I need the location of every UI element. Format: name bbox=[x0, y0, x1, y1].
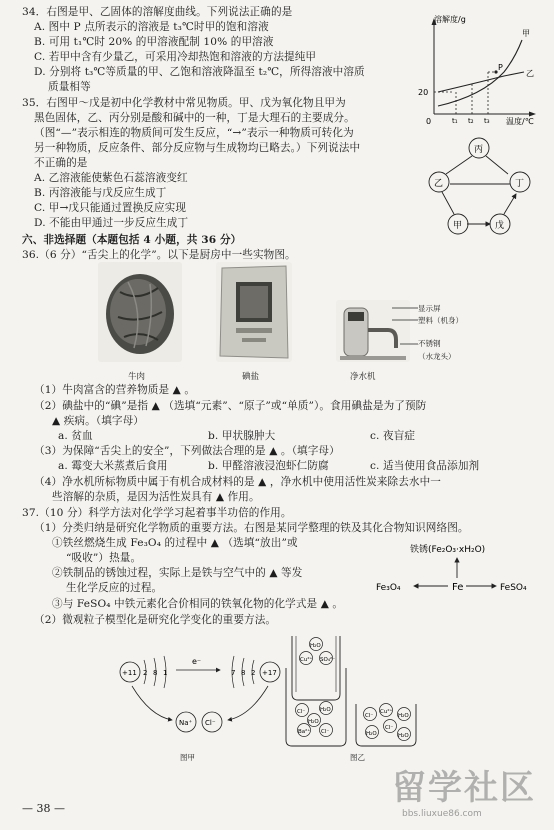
graph-y-tick: 20 bbox=[418, 88, 429, 97]
q34-option-d-cont: 质量相等 bbox=[48, 81, 91, 93]
q34-option-d: D. 分别将 t₃℃等质量的甲、乙饱和溶液降温至 t₂℃，所得溶液中溶质 bbox=[34, 66, 365, 78]
label-stainless-steel: 不锈钢 bbox=[418, 339, 441, 348]
q36-p2-option-c: c. 夜盲症 bbox=[370, 430, 416, 442]
q37-part-1: （1）分类归纳是研究化学物质的重要方法。右图是某同学整理的铁及其化合物知识网络图。 bbox=[34, 522, 469, 534]
graph-curve-b: 乙 bbox=[526, 69, 534, 78]
na-shell-1: 2 bbox=[143, 669, 148, 677]
drop-cu: Cu²⁺ bbox=[300, 657, 313, 663]
q37-sub-1a: ①铁丝燃烧生成 Fe₃O₄ 的过程中 ▲ （选填“放出”或 bbox=[52, 537, 298, 549]
solubility-graph bbox=[412, 14, 546, 126]
figure-b-caption: 图乙 bbox=[350, 753, 365, 762]
caption-salt: 碘盐 bbox=[242, 372, 260, 382]
drop-h2o: H₂O bbox=[310, 643, 321, 649]
q35-line-3: （图“—”表示相连的物质间可发生反应，“→”表示一种物质可转化为 bbox=[34, 127, 354, 139]
net-fe: Fe bbox=[452, 582, 464, 593]
node-wu: 戊 bbox=[495, 221, 505, 231]
q36-p2-option-a: a. 贫血 bbox=[58, 430, 93, 442]
graph-t2: t₂ bbox=[468, 117, 474, 125]
na-shell-2: 8 bbox=[153, 669, 158, 677]
q36-part-4a: （4）净水机所标物质中属于有机合成材料的是 ▲ ，净水机中使用活性炭来除去水中一 bbox=[34, 476, 441, 488]
watermark-url: bbs.liuxue86.com bbox=[402, 809, 482, 819]
q36-part-3: （3）为保障“舌尖上的安全”，下列做法合理的是 ▲ 。（填字母） bbox=[34, 445, 340, 457]
q35-option-d: D. 不能由甲通过一步反应生成丁 bbox=[34, 217, 189, 229]
q37-sub-2b: 生化学反应的过程。 bbox=[66, 582, 163, 594]
cl-shell-3: 2 bbox=[251, 669, 256, 677]
b2-h2o-1: H₂O bbox=[398, 713, 409, 719]
node-bing: 丙 bbox=[474, 145, 484, 155]
q37-sub-1b: “吸收”）热量。 bbox=[66, 552, 142, 564]
section-6-title: 六、非选择题（本题包括 4 小题，共 36 分） bbox=[22, 234, 242, 246]
figure-a-caption: 图甲 bbox=[180, 753, 195, 762]
drop-so4: SO₄²⁻ bbox=[320, 657, 336, 663]
cl-nucleus: +17 bbox=[262, 669, 277, 677]
graph-point-p: P bbox=[498, 63, 503, 72]
node-ding: 丁 bbox=[515, 179, 525, 189]
node-yi: 乙 bbox=[434, 179, 444, 189]
graph-curve-a: 甲 bbox=[522, 29, 530, 38]
q37-sub-2a: ②铁制品的锈蚀过程，实际上是铁与空气中的 ▲ 等发 bbox=[52, 567, 303, 579]
q34-option-a: A. 图中 P 点所表示的溶液是 t₃℃时甲的饱和溶液 bbox=[34, 21, 269, 33]
watermark-big-text: 留学社区 bbox=[392, 768, 536, 808]
iodized-salt-photo bbox=[216, 262, 292, 362]
figure-b-beakers bbox=[282, 634, 422, 752]
b2-cl-2: Cl⁻ bbox=[385, 725, 394, 731]
q36-part-2b: ▲ 疾病。（填字母） bbox=[52, 415, 144, 427]
beef-photo bbox=[98, 262, 182, 362]
cl-shell-2: 8 bbox=[241, 669, 246, 677]
q34-option-b: B. 可用 t₁℃时 20% 的甲溶液配制 10% 的甲溶液 bbox=[34, 36, 274, 48]
na-nucleus: +11 bbox=[122, 669, 137, 677]
q35-line-2: 黑色固体，乙、丙分别是酸和碱中的一种，丁是大理石的主要成分。 bbox=[34, 112, 355, 124]
graph-origin: 0 bbox=[426, 117, 432, 126]
label-display-screen: 显示屏 bbox=[418, 304, 441, 313]
b1-h2o-1: H₂O bbox=[320, 707, 331, 713]
iron-network-diagram bbox=[370, 540, 546, 598]
q34-option-c: C. 若甲中含有少量乙，可采用冷却热饱和溶液的方法提纯甲 bbox=[34, 51, 317, 63]
b1-cl-2: Cl⁻ bbox=[321, 729, 330, 735]
net-rust: 铁锈(Fe₂O₃·xH₂O) bbox=[410, 545, 486, 555]
na-shell-3: 1 bbox=[163, 669, 168, 677]
b2-h2o-3: H₂O bbox=[398, 733, 409, 739]
b2-h2o-2: H₂O bbox=[366, 731, 377, 737]
b2-cl-1: Cl⁻ bbox=[365, 713, 374, 719]
graph-xlabel: 温度/℃ bbox=[506, 117, 534, 126]
q35-option-b: B. 丙溶液能与戊反应生成丁 bbox=[34, 187, 167, 199]
b1-ba: Ba²⁺ bbox=[298, 729, 311, 735]
q36-part-2a: （2）碘盐中的“碘”是指 ▲ （选填“元素”、“原子”或“单质”）。食用碘盐是为了预防 bbox=[34, 400, 427, 412]
caption-purifier: 净水机 bbox=[350, 372, 376, 382]
q37-sub-3: ③与 FeSO₄ 中铁元素化合价相同的铁氧化物的化学式是 ▲ 。 bbox=[52, 598, 344, 610]
q36-p3-option-b: b. 甲醛溶液浸泡虾仁防腐 bbox=[208, 460, 329, 472]
caption-beef: 牛肉 bbox=[128, 372, 146, 382]
q35-line-1: 35．右图甲～戊是初中化学教材中常见物质。甲、戊为氧化物且甲为 bbox=[22, 97, 346, 109]
pentagon-diagram bbox=[420, 134, 540, 238]
purifier-leader-lines bbox=[392, 304, 420, 354]
q35-option-a: A. 乙溶液能使紫色石蕊溶液变红 bbox=[34, 172, 188, 184]
q35-line-4: 另一种物质，反应条件、部分反应物与生成物均已略去。）下列说法中 bbox=[34, 142, 361, 154]
q36-p3-option-c: c. 适当使用食品添加剂 bbox=[370, 460, 480, 472]
q36-p2-option-b: b. 甲状腺肿大 bbox=[208, 430, 276, 442]
label-plastic-body: 塑料（机身） bbox=[418, 316, 463, 325]
net-fe3o4: Fe₃O₄ bbox=[376, 583, 401, 593]
b1-cl-1: Cl⁻ bbox=[297, 709, 306, 715]
graph-t1: t₁ bbox=[452, 117, 458, 125]
q36-part-1: （1）牛肉富含的营养物质是 ▲ 。 bbox=[34, 384, 196, 396]
graph-t3: t₃ bbox=[484, 117, 490, 125]
electron-label: e⁻ bbox=[192, 657, 202, 666]
ion-cl: Cl⁻ bbox=[205, 719, 216, 727]
page-number: — 38 — bbox=[22, 802, 65, 815]
label-faucet: （水龙头） bbox=[418, 352, 456, 361]
node-jia: 甲 bbox=[453, 221, 463, 231]
q36-stem: 36.（6 分）“舌尖上的化学”。以下是厨房中一些实物图。 bbox=[22, 249, 296, 261]
q37-stem: 37.（10 分）科学方法对化学学习起着事半功倍的作用。 bbox=[22, 507, 292, 519]
watermark-logo bbox=[392, 760, 542, 820]
q36-part-4b: 些溶解的杂质，是因为活性炭具有 ▲ 作用。 bbox=[52, 491, 260, 503]
graph-ylabel: 溶解度/g bbox=[434, 15, 466, 24]
b1-h2o-2: H₂O bbox=[308, 719, 319, 725]
b2-cu: Cu²⁺ bbox=[380, 709, 393, 715]
q37-part-2: （2）微观粒子模型化是研究化学变化的重要方法。 bbox=[34, 614, 277, 626]
q34-stem: 34．右图是甲、乙固体的溶解度曲线。下列说法正确的是 bbox=[22, 6, 293, 18]
cl-shell-1: 7 bbox=[231, 669, 236, 677]
q36-p3-option-a: a. 霉变大米蒸煮后食用 bbox=[58, 460, 168, 472]
net-feso4: FeSO₄ bbox=[500, 583, 527, 593]
q35-option-c: C. 甲→戊只能通过置换反应实现 bbox=[34, 202, 187, 214]
ion-na: Na⁺ bbox=[179, 719, 193, 727]
q35-line-5: 不正确的是 bbox=[34, 157, 88, 169]
figure-a-ion-formation bbox=[110, 636, 296, 740]
